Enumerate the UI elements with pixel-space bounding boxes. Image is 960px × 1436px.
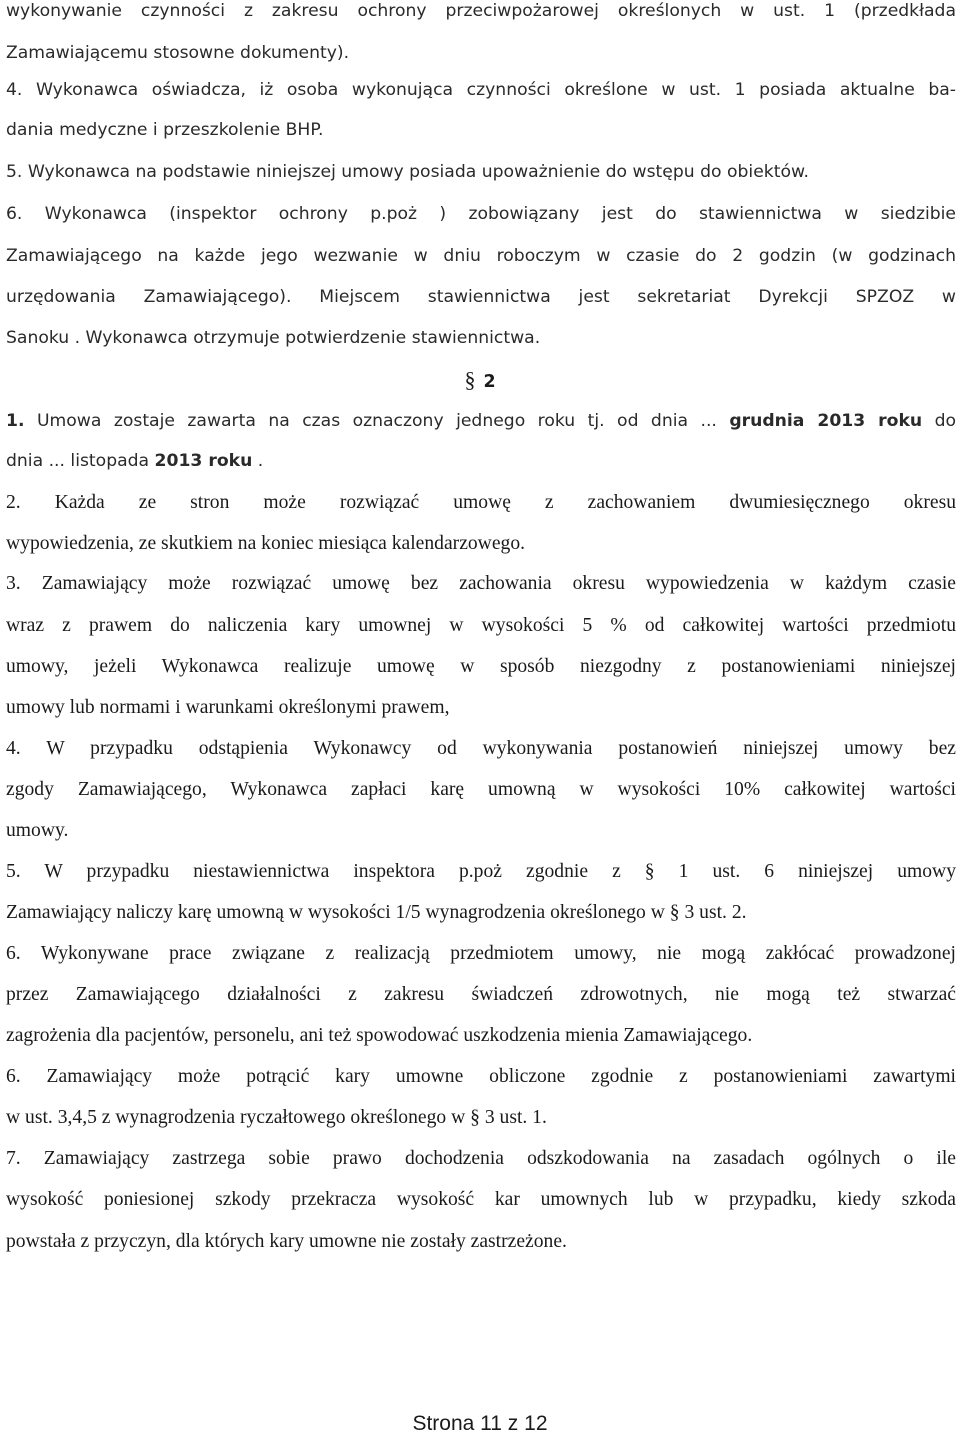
text-line: Zamawiający naliczy karę umowną w wysokości 1/5 wynagrodzenia określonego w § 3 ust. 2. xyxy=(6,902,747,923)
text-line: 5. W przypadku niestawiennictwa inspektora p.poż zgodnie z § 1 ust. 6 niniejszej umowy xyxy=(6,861,956,882)
text-line: Zamawiającemu stosowne dokumenty). xyxy=(6,43,350,63)
text-line: urzędowania Zamawiającego). Miejscem stawiennictwa jest sekretariat Dyrekcji SPZOZ w xyxy=(6,287,956,307)
text-span: . xyxy=(252,451,264,471)
text-line: zagrożenia dla pacjentów, personelu, ani też spowodować uszkodzenia mienia Zamawiającego. xyxy=(6,1025,753,1046)
section-number: 2 xyxy=(483,372,496,392)
text-line: 6. Wykonywane prace związane z realizacją przedmiotem umowy, nie mogą zakłócać prowadzonej xyxy=(6,943,956,964)
bold-date: grudnia 2013 roku xyxy=(729,411,923,431)
text-line: powstała z przyczyn, dla których kary umowne nie zostały zastrzeżone. xyxy=(6,1231,567,1252)
text-line: wysokość poniesionej szkody przekracza wysokość kar umownych lub w przypadku, kiedy szkoda xyxy=(6,1189,956,1210)
paragraph-1-line-1 xyxy=(6,408,956,434)
section-symbol: § xyxy=(464,367,476,392)
text-line: umowy. xyxy=(6,820,69,841)
text-line: 2. Każda ze stron może rozwiązać umowę z zachowaniem dwumiesięcznego okresu xyxy=(6,492,956,513)
text-line: 4. W przypadku odstąpienia Wykonawcy od wykonywania postanowień niniejszej umowy bez xyxy=(6,738,956,759)
text-line: 6. Zamawiający może potrącić kary umowne obliczone zgodnie z postanowieniami zawartymi xyxy=(6,1066,956,1087)
text-line: wykonywanie czynności z zakresu ochrony przeciwpożarowej określonych w ust. 1 (przedkłada xyxy=(6,1,956,21)
text-line: umowy, jeżeli Wykonawca realizuje umowę w sposób niezgodny z postanowieniami niniejszej xyxy=(6,656,956,677)
text-line: Zamawiającego na każde jego wezwanie w dniu roboczym w czasie do 2 godzin (w godzinach xyxy=(6,246,956,266)
text-span: dnia ... listopada xyxy=(6,451,155,471)
text-line: zgody Zamawiającego, Wykonawca zapłaci karę umowną w wysokości 10% całkowitej wartości xyxy=(6,779,956,800)
text-line: przez Zamawiającego działalności z zakresu świadczeń zdrowotnych, nie mogą też stwarzać xyxy=(6,984,956,1005)
text-line: 4. Wykonawca oświadcza, iż osoba wykonująca czynności określone w ust. 1 posiada aktualne ba- xyxy=(6,80,956,100)
text-line: 3. Zamawiający może rozwiązać umowę bez zachowania okresu wypowiedzenia w każdym czasie xyxy=(6,573,956,594)
text-span: Umowa zostaje zawarta na czas oznaczony jednego roku tj. od dnia ... xyxy=(24,411,730,431)
text-span: do xyxy=(922,411,956,431)
text-line: umowy lub normami i warunkami określonymi prawem, xyxy=(6,697,450,718)
paragraph-1-line-2 xyxy=(6,448,956,474)
text-line: 5. Wykonawca na podstawie niniejszej umowy posiada upoważnienie do wstępu do obiektów. xyxy=(6,162,809,182)
text-line: dania medyczne i przeszkolenie BHP. xyxy=(6,120,324,140)
text-line: 6. Wykonawca (inspektor ochrony p.poż ) zobowiązany jest do stawiennictwa w siedzibie xyxy=(6,204,956,224)
paragraph-number: 1. xyxy=(6,411,25,431)
bold-date: 2013 roku xyxy=(154,451,253,471)
text-line: w ust. 3,4,5 z wynagrodzenia ryczałtowego określonego w § 3 ust. 1. xyxy=(6,1107,547,1128)
text-line: wraz z prawem do naliczenia kary umownej w wysokości 5 % od całkowitej wartości przedmiotu xyxy=(6,615,956,636)
text-line: wypowiedzenia, ze skutkiem na koniec miesiąca kalendarzowego. xyxy=(6,533,526,554)
section-heading xyxy=(0,367,960,395)
text-line: Sanoku . Wykonawca otrzymuje potwierdzenie stawiennictwa. xyxy=(6,328,541,348)
page-number-footer: Strona 11 z 12 xyxy=(412,1412,548,1435)
text-line: 7. Zamawiający zastrzega sobie prawo dochodzenia odszkodowania na zasadach ogólnych o ile xyxy=(6,1148,956,1169)
